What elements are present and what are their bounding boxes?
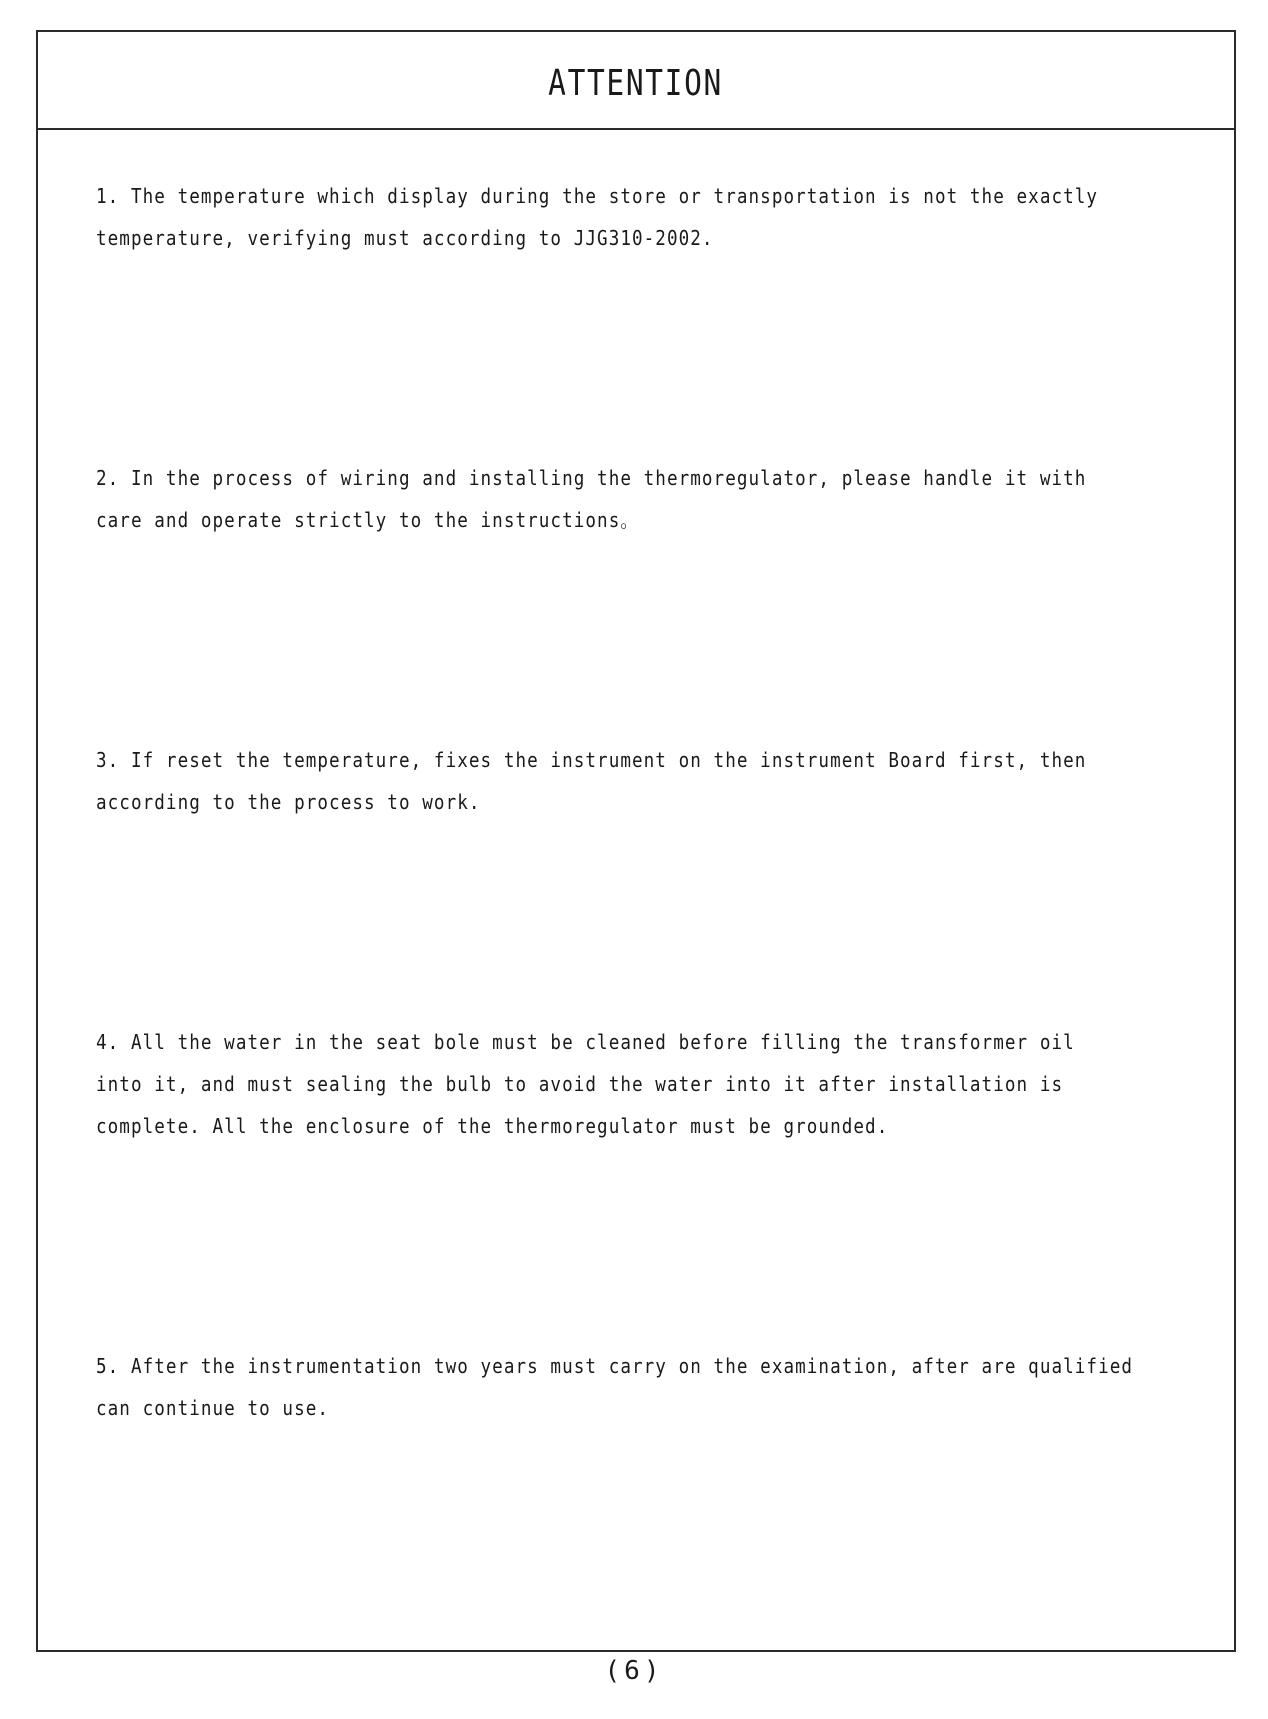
- item-line: temperature, verifying must according to JJG310-2002.: [96, 226, 714, 250]
- item-line: 4. All the water in the seat bole must be cleaned before filling the transformer oil: [96, 1030, 1075, 1054]
- attention-item-4: [96, 1021, 1206, 1147]
- item-line: according to the process to work.: [96, 790, 481, 814]
- item-line: can continue to use.: [96, 1396, 330, 1420]
- attention-item-5: [96, 1345, 1206, 1429]
- item-line: 1. The temperature which display during the store or transportation is not the exactly: [96, 184, 1099, 208]
- attention-item-1: [96, 175, 1206, 259]
- item-line: into it, and must sealing the bulb to avoid the water into it after installation is: [96, 1072, 1064, 1096]
- page-title: ATTENTION: [548, 62, 724, 104]
- item-line: care and operate strictly to the instructions。: [96, 508, 640, 532]
- item-line: 2. In the process of wiring and installing the thermoregulator, please handle it with: [96, 466, 1087, 490]
- title-header: [38, 32, 1234, 130]
- item-line: 5. After the instrumentation two years must carry on the examination, after are qualified: [96, 1354, 1134, 1378]
- item-line: complete. All the enclosure of the thermoregulator must be grounded.: [96, 1114, 889, 1138]
- attention-item-3: [96, 739, 1206, 823]
- attention-item-2: [96, 457, 1206, 541]
- item-line: 3. If reset the temperature, fixes the instrument on the instrument Board first, then: [96, 748, 1087, 772]
- page-number: (6): [604, 1656, 664, 1686]
- page-frame: [36, 30, 1236, 1652]
